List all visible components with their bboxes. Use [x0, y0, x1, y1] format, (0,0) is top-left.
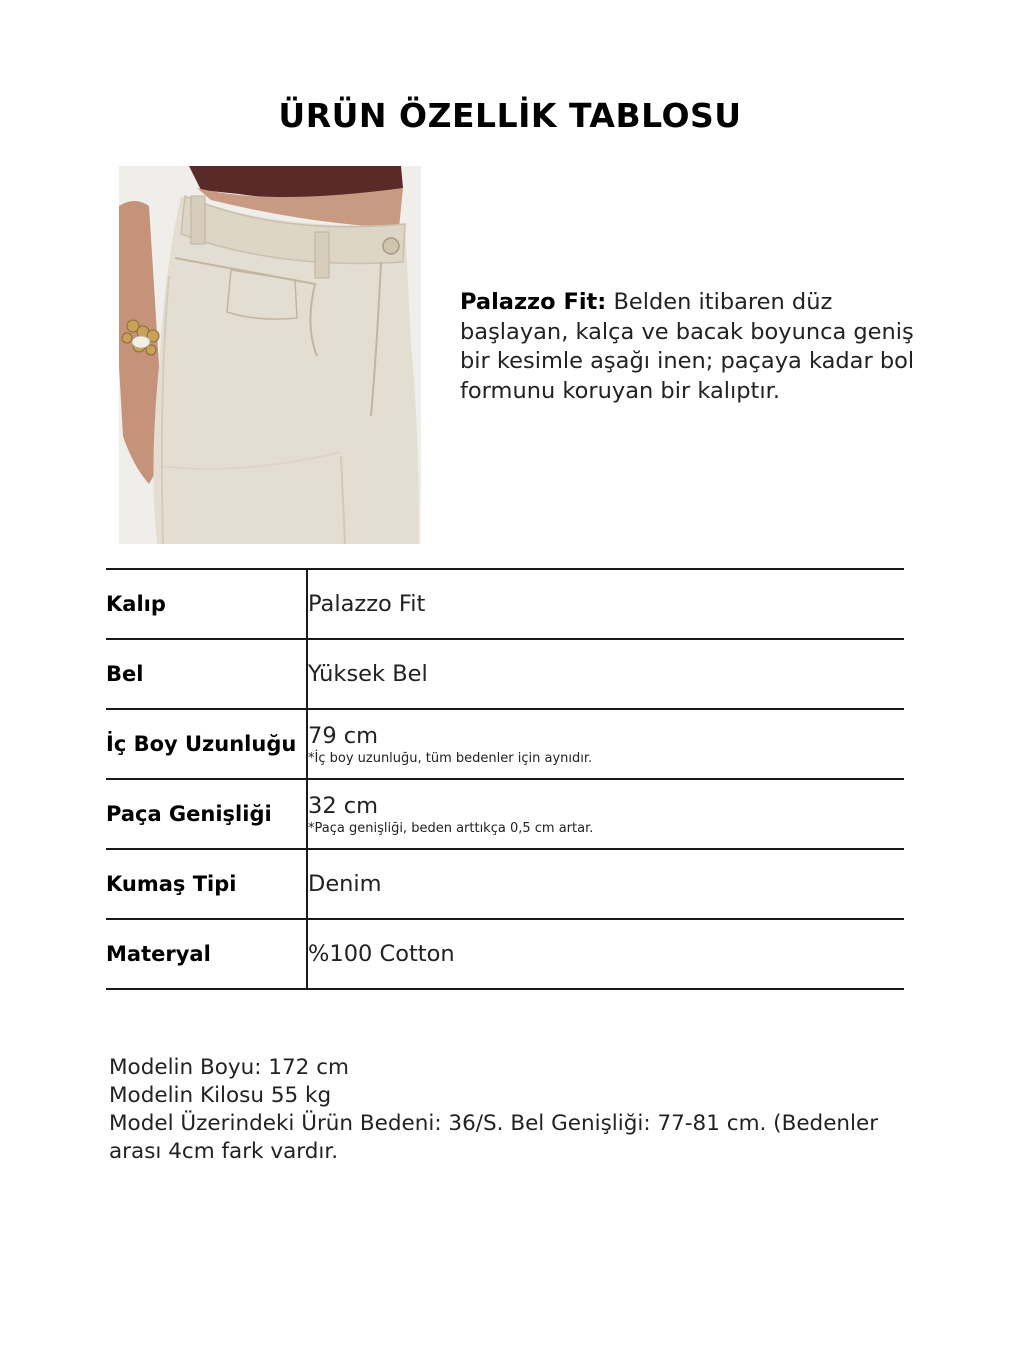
fit-name: Palazzo Fit:: [460, 289, 607, 315]
spec-value-cell: [307, 639, 904, 709]
spec-value: 79 cm: [308, 722, 379, 749]
spec-value-cell: [307, 709, 904, 779]
spec-row: [106, 639, 904, 709]
spec-value: Yüksek Bel: [308, 661, 428, 687]
spec-note: *Paça genişliği, beden arttıkça 0,5 cm artar.: [308, 820, 594, 836]
spec-value: Denim: [308, 871, 382, 897]
spec-value: %100 Cotton: [308, 941, 455, 967]
model-info: [109, 1054, 909, 1166]
page-title: ÜRÜN ÖZELLİK TABLOSU: [278, 96, 742, 135]
spec-row: [106, 919, 904, 989]
fit-description-text: Belden itibaren düz başlayan, kalça ve bacak boyunca geniş bir kesimle aşağı inen; paçaya kadar bol formunu koruyan bir kalıptır.: [460, 289, 915, 404]
spec-value: Palazzo Fit: [308, 591, 426, 617]
spec-label: Materyal: [106, 919, 307, 989]
spec-label: Bel: [106, 639, 307, 709]
spec-row: [106, 709, 904, 779]
product-photo: [119, 166, 421, 544]
spec-row: [106, 569, 904, 639]
spec-label: Kumaş Tipi: [106, 849, 307, 919]
model-height: Modelin Boyu: 172 cm: [109, 1055, 349, 1080]
spec-row: [106, 849, 904, 919]
spec-note: *İç boy uzunluğu, tüm bedenler için aynıdır.: [308, 750, 593, 766]
spec-label: Paça Genişliği: [106, 779, 307, 849]
spec-value-cell: [307, 849, 904, 919]
spec-value-cell: [307, 569, 904, 639]
spec-value-cell: [307, 919, 904, 989]
spec-value-cell: [307, 779, 904, 849]
spec-label: İç Boy Uzunluğu: [106, 709, 307, 779]
spec-value: 32 cm: [308, 792, 379, 819]
spec-row: [106, 779, 904, 849]
spec-label: Kalıp: [106, 569, 307, 639]
fit-description: [460, 288, 930, 406]
spec-table: [106, 568, 904, 990]
model-size: Model Üzerindeki Ürün Bedeni: 36/S. Bel Genişliği: 77-81 cm. (Bedenler arası 4cm fark vardır.: [109, 1111, 879, 1164]
model-weight: Modelin Kilosu 55 kg: [109, 1083, 332, 1108]
